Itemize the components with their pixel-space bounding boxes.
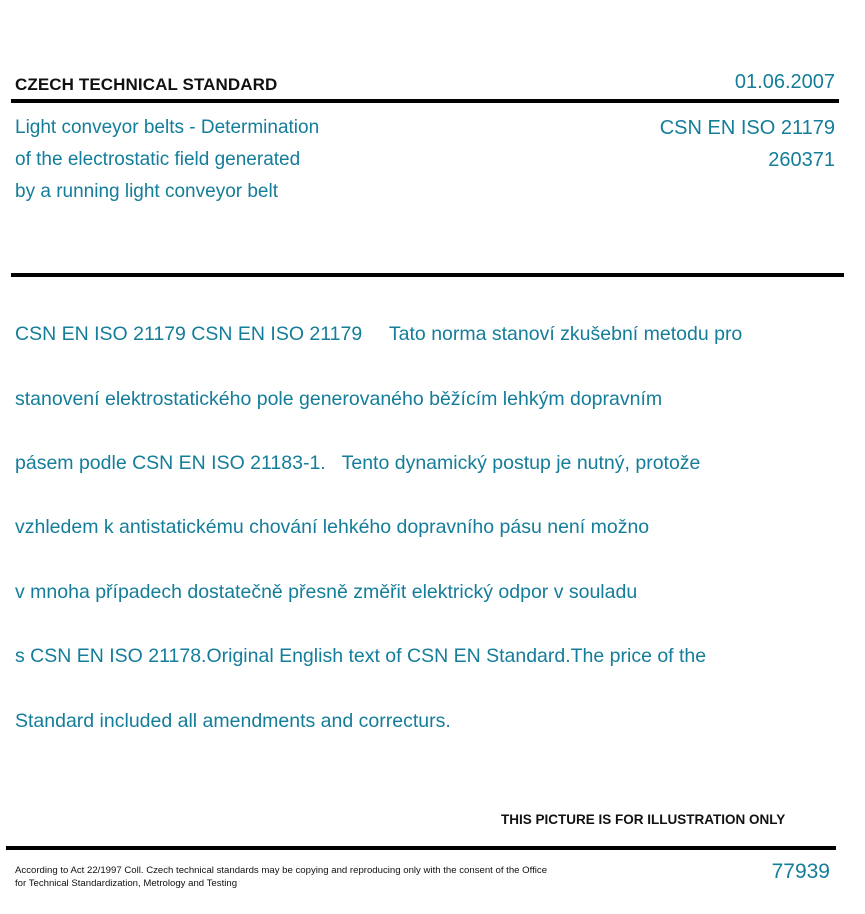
abstract-line: Standard included all amendments and correcturs. xyxy=(15,709,451,732)
abstract-line: vzhledem k antistatickému chování lehkého dopravního pásu není možno xyxy=(15,516,650,539)
catalog-number: 77939 xyxy=(771,860,830,883)
legal-notice xyxy=(15,864,595,890)
abstract-line: pásem podle CSN EN ISO 21183-1. Tento dynamický postup je nutný, protože xyxy=(15,452,701,475)
legal-notice-line: According to Act 22/1997 Coll. Czech technical standards may be copying and reproducing only with the consent of the Office xyxy=(15,865,548,876)
abstract-line: stanovení elektrostatického pole generovaného běžícím lehkým dopravním xyxy=(15,387,663,410)
header-divider xyxy=(11,99,839,103)
publication-date: 01.06.2007 xyxy=(734,71,835,93)
abstract-text xyxy=(15,286,835,769)
standard-designation: CSN EN ISO 21179 xyxy=(659,117,835,139)
title-line: of the electrostatic field generated xyxy=(15,149,301,170)
document-type-label: CZECH TECHNICAL STANDARD xyxy=(15,75,278,94)
class-number: 260371 xyxy=(768,149,835,171)
title-line: Light conveyor belts - Determination xyxy=(15,117,320,138)
footer-divider xyxy=(6,846,836,850)
abstract-line: s CSN EN ISO 21178.Original English text of CSN EN Standard.The price of the xyxy=(15,645,707,668)
illustration-notice: THIS PICTURE IS FOR ILLUSTRATION ONLY xyxy=(501,812,786,827)
abstract-line: v mnoha případech dostatečně přesně změřit elektrický odpor v souladu xyxy=(15,580,638,603)
title-line: by a running light conveyor belt xyxy=(15,181,278,202)
legal-notice-line: for Technical Standardization, Metrology and Testing xyxy=(15,878,238,889)
abstract-line: CSN EN ISO 21179 CSN EN ISO 21179 Tato norma stanoví zkušební metodu pro xyxy=(15,323,743,346)
title-divider xyxy=(11,273,844,277)
